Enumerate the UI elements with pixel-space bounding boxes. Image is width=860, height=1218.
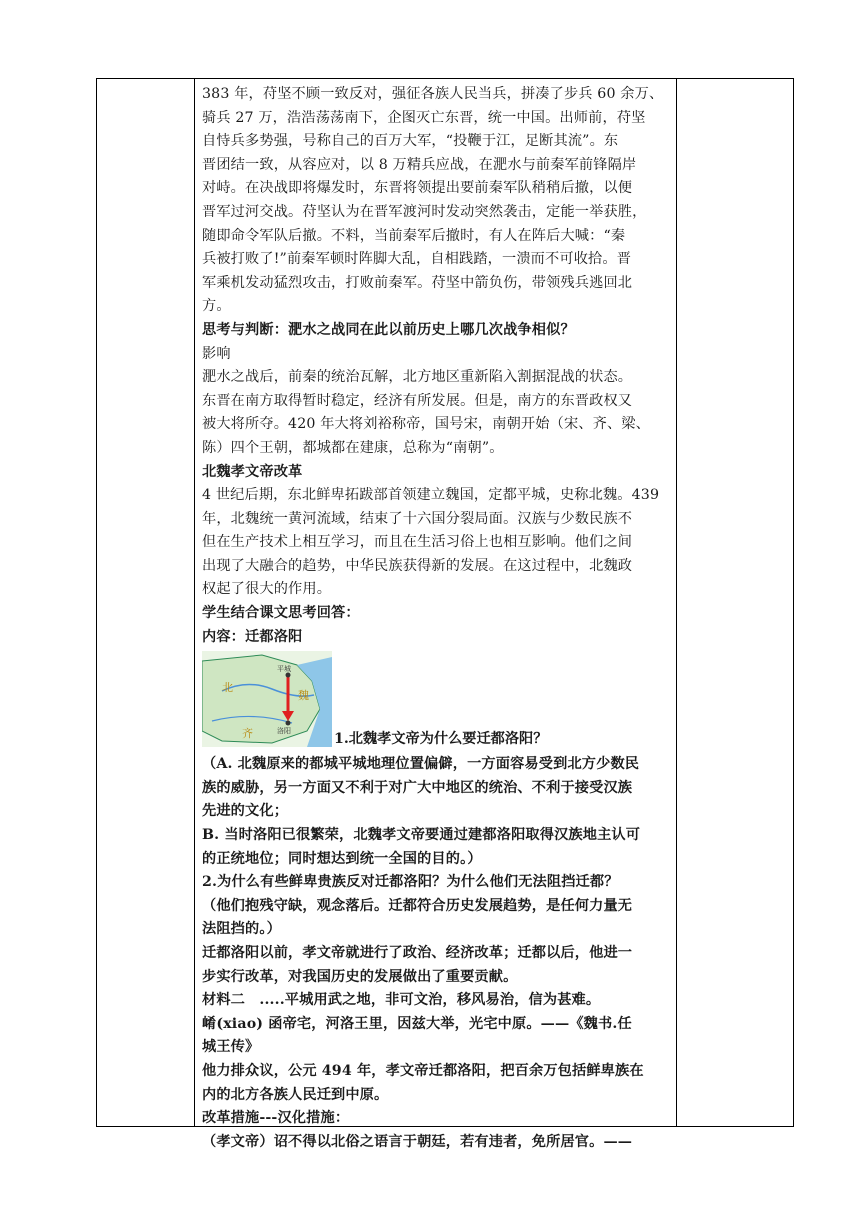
text-line: B. 当时洛阳已很繁荣，北魏孝文帝要通过建都洛阳取得汉族地主认可 [202, 827, 641, 844]
text-line: 迁都洛阳以前，孝文帝就进行了政治、经济改革；迁都以后，他进一 [202, 945, 633, 961]
text-line: 军乘机发动猛烈攻击，打败前秦军。苻坚中箭负伤，带领残兵逃回北 [202, 274, 633, 291]
text-line: （他们抱残守缺，观念落后。迁都符合历史发展趋势，是任何力量无 [202, 897, 633, 914]
text-line: 学生结合课文思考回答： [202, 605, 360, 622]
map-label-left: 北 [222, 681, 233, 695]
map-city-south: 洛阳 [277, 727, 291, 736]
text-line: （A. 北魏原来的都城平城地理位置偏僻，一方面容易受到北方少数民 [202, 756, 640, 773]
text-line: 先进的文化； [202, 803, 289, 820]
text-line: 步实行改革，对我国历史的发展做出了重要贡献。 [202, 968, 518, 985]
text-line: 他力排众议，公元 494 年，孝文帝迁都洛阳，把百余万包括鲜卑族在 [202, 1062, 644, 1079]
text-line: 但在生产技术上相互学习，而且在生活习俗上也相互影响。他们之间 [202, 534, 633, 551]
text-line: 法阻挡的。） [202, 921, 281, 938]
text-line: 族的威胁，另一方面又不利于对广大中地区的统治、不利于接受汉族 [202, 779, 633, 796]
text-block-before [202, 83, 674, 649]
text-line: 2.为什么有些鲜卑贵族反对迁都洛阳？为什么他们无法阻挡迁都？ [202, 874, 619, 891]
migration-map-image [202, 651, 332, 747]
text-line: 4 世纪后期，东北鲜卑拓跋部首领建立魏国，定都平城，史称北魏。439 [202, 487, 660, 504]
text-line: 东晋在南方取得暂时稳定，经济有所发展。但是，南方的东晋政权又 [202, 392, 633, 409]
text-line: 崤(xiao) 函帝宅，河洛王里，因兹大举，光宅中原。——《魏书.任 [202, 1015, 632, 1032]
text-line: 北魏孝文帝改革 [202, 463, 303, 480]
text-line: 城王传》 [202, 1039, 260, 1056]
text-line: 出现了大融合的趋势，中华民族获得新的发展。在这过程中，北魏政 [202, 557, 633, 574]
text-line: 对峙。在决战即将爆发时，东晋将领提出要前秦军队稍稍后撤，以便 [202, 180, 633, 197]
lesson-table [96, 78, 794, 1150]
text-line: 影响 [202, 345, 231, 362]
text-block-after [202, 753, 674, 1154]
map-label-bottom: 齐 [242, 727, 253, 741]
text-line: 骑兵 27 万，浩浩荡荡南下，企图灭亡东晋，统一中国。出师前，苻坚 [202, 109, 646, 126]
text-line: 年，北魏统一黄河流域，结束了十六国分裂局面。汉族与少数民族不 [202, 510, 633, 527]
content-cell [202, 79, 674, 1154]
text-line: 陈）四个王朝，都城都在建康，总称为“南朝”。 [202, 439, 504, 456]
text-line: 晋团结一致，从容应对，以 8 万精兵应战，在淝水与前秦军前锋隔岸 [202, 156, 637, 173]
map-label-right: 魏 [298, 689, 309, 703]
text-line: 改革措施---汉化措施： [202, 1110, 350, 1127]
text-line: 内的北方各族人民迁到中原。 [202, 1086, 389, 1103]
text-line: 内容：迁都洛阳 [202, 628, 303, 645]
column-divider-1 [194, 79, 195, 1126]
text-line: 被大将所夺。420 年大将刘裕称帝，国号宋，南朝开始（宋、齐、梁、 [202, 416, 650, 433]
text-line: 随即命令军队后撤。不料，当前秦军后撤时，有人在阵后大喊：“秦 [202, 227, 626, 244]
text-line: 兵被打败了!”前秦军顿时阵脚大乱，自相践踏，一溃而不可收拾。晋 [202, 251, 632, 268]
text-line: （孝文帝）诏不得以北俗之语言于朝廷，若有违者，免所居官。—— [202, 1133, 633, 1150]
text-line: 383 年，苻坚不顾一致反对，强征各族人民当兵，拼凑了步兵 60 余万、 [202, 86, 664, 102]
text-line: 材料二 .....平城用武之地，非可文治，移风易治，信为甚难。 [202, 992, 601, 1009]
text-line: 自恃兵多势强，号称自己的百万大军，“投鞭于江，足断其流”。东 [202, 133, 619, 150]
text-line: 权起了很大的作用。 [202, 581, 332, 598]
text-line: 思考与判断：淝水之战同在此以前历史上哪几次战争相似？ [202, 321, 575, 338]
figure-row [202, 651, 674, 747]
column-divider-2 [676, 79, 677, 1126]
text-line: 淝水之战后，前秦的统治瓦解，北方地区重新陷入割据混战的状态。 [202, 369, 633, 386]
map-city-north: 平城 [277, 665, 291, 674]
text-line: 方。 [202, 298, 231, 315]
text-line: 的正统地位；同时想达到统一全国的目的。） [202, 850, 482, 867]
text-line: 晋军过河交战。苻坚认为在晋军渡河时发动突然袭击，定能一举获胜， [202, 203, 647, 220]
figure-question: 1.北魏孝文帝为什么要迁都洛阳？ [334, 730, 548, 747]
